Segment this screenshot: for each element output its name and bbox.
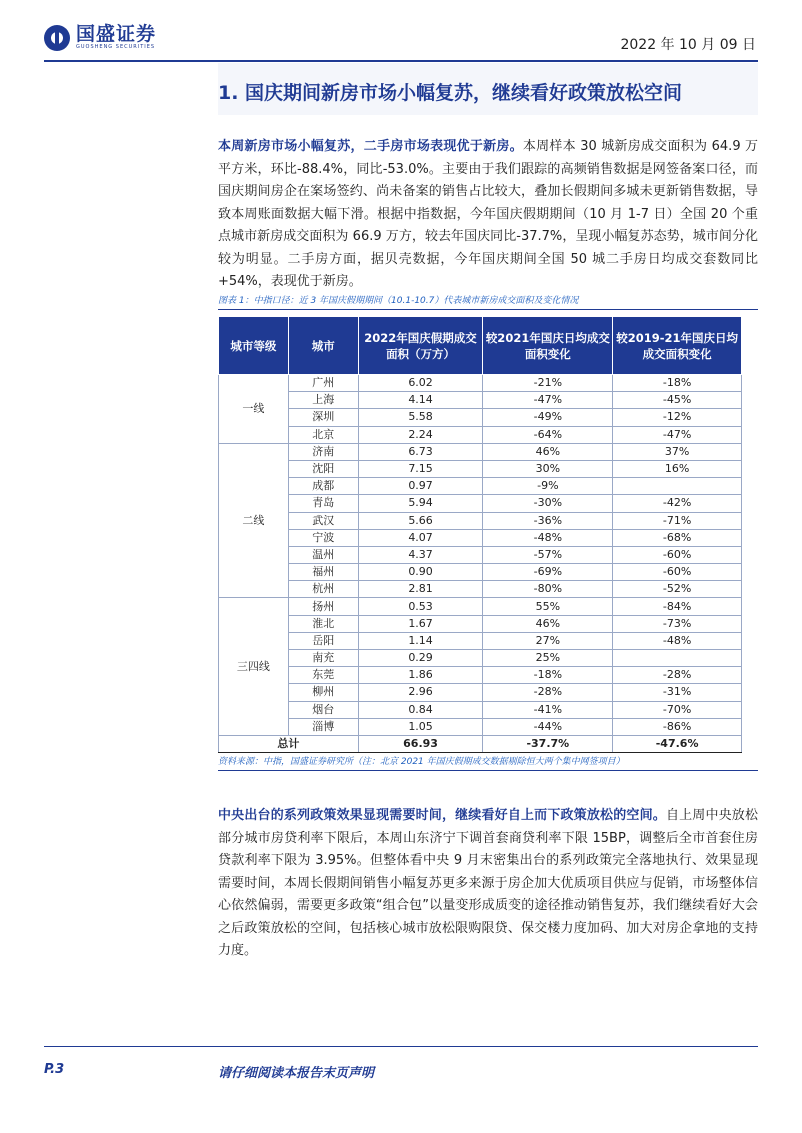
city-cell: 宁波	[288, 529, 358, 546]
table-row	[219, 495, 742, 512]
footer-disclaimer: 请仔细阅读本报告末页声明	[218, 1066, 375, 1081]
table-row	[219, 598, 742, 615]
header-change-2019-21: 较2019-21年国庆日均成交面积变化	[613, 317, 742, 375]
area-cell: 1.86	[358, 667, 483, 684]
table-row	[219, 581, 742, 598]
city-cell: 淄博	[288, 718, 358, 735]
area-cell: 5.94	[358, 495, 483, 512]
area-cell: 0.90	[358, 564, 483, 581]
change-2019-21-cell: -70%	[613, 701, 742, 718]
city-cell: 温州	[288, 546, 358, 563]
area-cell: 0.29	[358, 650, 483, 667]
table-row	[219, 564, 742, 581]
change-2021-cell: 55%	[483, 598, 613, 615]
table-row	[219, 529, 742, 546]
change-2019-21-cell: -42%	[613, 495, 742, 512]
change-2021-cell: -64%	[483, 426, 613, 443]
header-divider	[44, 60, 758, 62]
city-cell: 上海	[288, 392, 358, 409]
city-cell: 烟台	[288, 701, 358, 718]
change-2019-21-cell: -86%	[613, 718, 742, 735]
city-cell: 济南	[288, 443, 358, 460]
city-cell: 岳阳	[288, 632, 358, 649]
total-change-2021: -37.7%	[483, 735, 613, 752]
city-cell: 扬州	[288, 598, 358, 615]
change-2021-cell: -57%	[483, 546, 613, 563]
change-2019-21-cell: -60%	[613, 546, 742, 563]
table-row	[219, 632, 742, 649]
header-area-2022: 2022年国庆假期成交面积（万方）	[358, 317, 483, 375]
paragraph-body: 本周样本 30 城新房成交面积为 64.9 万平方米，环比-88.4%，同比-53.0%。主要由于我们跟踪的高频销售数据是网签备案口径，而国庆期间房企在案场签约、尚未备案的销售占比较大，叠加长假期间多城未更新销售数据，导致本周账面数据大幅下滑。根据中指数据，今年国庆假期期间（10 月 1-7 日）全国 20 个重点城市新房成交面积为 66.9 万方，较去年国庆同比-37.7%，呈现小幅复苏态势，城市间分化较为明显。二手房方面，据贝壳数据，今年国庆期间全国 50 城二手房日均成交套数同比+54%，表现优于新房。	[218, 139, 758, 289]
change-2021-cell: -44%	[483, 718, 613, 735]
page-number: P.3	[44, 1062, 65, 1077]
change-2021-cell: -47%	[483, 392, 613, 409]
paragraph-body: 自上周中央放松部分城市房贷利率下限后，本周山东济宁下调首套商贷利率下限 15BP，调整后全市首套住房贷款利率下限为 3.95%。但整体看中央 9 月末密集出台的系列政策完全落地执行、效果显现需要时间，本周长假期间销售小幅复苏更多来源于房企加大优质项目供应与促销，市场整体信心依然偏弱，需要更多政策“组合包”以量变形成质变的途径推动销售复苏，我们继续看好大会之后政策放松的空间，包括核心城市放松限购限贷、保交楼力度加码、加大对房企拿地的支持力度。	[218, 808, 758, 958]
section-title: 1. 国庆期间新房市场小幅复苏，继续看好政策放松空间	[218, 82, 683, 104]
change-2019-21-cell: -71%	[613, 512, 742, 529]
area-cell: 5.66	[358, 512, 483, 529]
change-2019-21-cell: -52%	[613, 581, 742, 598]
source-divider	[218, 770, 758, 771]
change-2019-21-cell: -68%	[613, 529, 742, 546]
header-tier: 城市等级	[219, 317, 289, 375]
area-cell: 6.73	[358, 443, 483, 460]
change-2021-cell: 25%	[483, 650, 613, 667]
change-2021-cell: -36%	[483, 512, 613, 529]
paragraph-policy	[218, 805, 758, 963]
total-area: 66.93	[358, 735, 483, 752]
area-cell: 4.37	[358, 546, 483, 563]
change-2021-cell: 46%	[483, 443, 613, 460]
change-2021-cell: -28%	[483, 684, 613, 701]
city-cell: 福州	[288, 564, 358, 581]
table-row	[219, 718, 742, 735]
city-cell: 杭州	[288, 581, 358, 598]
table-row	[219, 478, 742, 495]
change-2021-cell: -30%	[483, 495, 613, 512]
table-row	[219, 701, 742, 718]
tier-cell: 三四线	[219, 598, 289, 736]
city-cell: 淮北	[288, 615, 358, 632]
change-2019-21-cell: 37%	[613, 443, 742, 460]
change-2021-cell: -18%	[483, 667, 613, 684]
table-row	[219, 375, 742, 392]
paragraph-lead: 本周新房市场小幅复苏，二手房市场表现优于新房。	[218, 139, 523, 154]
change-2019-21-cell: 16%	[613, 460, 742, 477]
city-cell: 南充	[288, 650, 358, 667]
city-cell: 深圳	[288, 409, 358, 426]
change-2019-21-cell: -31%	[613, 684, 742, 701]
header-change-2021: 较2021年国庆日均成交面积变化	[483, 317, 613, 375]
area-cell: 2.96	[358, 684, 483, 701]
table-row	[219, 512, 742, 529]
footer-divider	[44, 1046, 758, 1047]
area-cell: 1.67	[358, 615, 483, 632]
change-2019-21-cell: -84%	[613, 598, 742, 615]
brand-name-cn: 国盛证券	[76, 23, 157, 45]
city-cell: 沈阳	[288, 460, 358, 477]
tier-cell: 二线	[219, 443, 289, 598]
change-2019-21-cell: -18%	[613, 375, 742, 392]
brand-logo	[44, 24, 156, 51]
table-row	[219, 460, 742, 477]
change-2021-cell: -48%	[483, 529, 613, 546]
table-row	[219, 615, 742, 632]
change-2021-cell: 30%	[483, 460, 613, 477]
paragraph-market-summary	[218, 136, 758, 294]
city-cell: 东莞	[288, 667, 358, 684]
total-change-2019-21: -47.6%	[613, 735, 742, 752]
logo-icon	[44, 25, 70, 51]
area-cell: 5.58	[358, 409, 483, 426]
area-cell: 4.14	[358, 392, 483, 409]
area-cell: 2.81	[358, 581, 483, 598]
change-2019-21-cell	[613, 478, 742, 495]
data-table	[218, 316, 742, 753]
area-cell: 0.97	[358, 478, 483, 495]
change-2021-cell: -21%	[483, 375, 613, 392]
change-2021-cell: -41%	[483, 701, 613, 718]
change-2019-21-cell: -73%	[613, 615, 742, 632]
area-cell: 6.02	[358, 375, 483, 392]
city-cell: 北京	[288, 426, 358, 443]
figure-caption: 图表 1：中指口径：近 3 年国庆假期期间（10.1-10.7）代表城市新房成交面积及变化情况	[218, 296, 579, 306]
change-2019-21-cell	[613, 650, 742, 667]
table-row	[219, 443, 742, 460]
table-row	[219, 684, 742, 701]
change-2019-21-cell: -47%	[613, 426, 742, 443]
change-2019-21-cell: -60%	[613, 564, 742, 581]
area-cell: 7.15	[358, 460, 483, 477]
change-2019-21-cell: -45%	[613, 392, 742, 409]
table-row	[219, 426, 742, 443]
city-cell: 武汉	[288, 512, 358, 529]
city-cell: 广州	[288, 375, 358, 392]
change-2019-21-cell: -28%	[613, 667, 742, 684]
change-2021-cell: 27%	[483, 632, 613, 649]
header-city: 城市	[288, 317, 358, 375]
change-2021-cell: -9%	[483, 478, 613, 495]
paragraph-lead: 中央出台的系列政策效果显现需要时间，继续看好自上而下政策放松的空间。	[218, 808, 666, 823]
table-row	[219, 392, 742, 409]
table-row	[219, 409, 742, 426]
area-cell: 1.14	[358, 632, 483, 649]
change-2021-cell: -49%	[483, 409, 613, 426]
change-2021-cell: -69%	[483, 564, 613, 581]
city-cell: 柳州	[288, 684, 358, 701]
change-2021-cell: 46%	[483, 615, 613, 632]
area-cell: 2.24	[358, 426, 483, 443]
area-cell: 1.05	[358, 718, 483, 735]
city-cell: 成都	[288, 478, 358, 495]
area-cell: 0.53	[358, 598, 483, 615]
change-2019-21-cell: -12%	[613, 409, 742, 426]
figure-divider	[218, 309, 758, 310]
report-date: 2022 年 10 月 09 日	[620, 37, 756, 53]
city-cell: 青岛	[288, 495, 358, 512]
table-body	[219, 375, 742, 753]
area-cell: 0.84	[358, 701, 483, 718]
area-cell: 4.07	[358, 529, 483, 546]
table-header-row	[219, 317, 742, 375]
total-label: 总计	[219, 735, 359, 752]
figure-source: 资料来源：中指，国盛证券研究所（注：北京 2021 年国庆假期成交数据剔除恒大两个集中网签项目）	[218, 757, 625, 767]
total-row	[219, 735, 742, 752]
brand-name-en: GUOSHENG SECURITIES	[76, 44, 156, 50]
table-row	[219, 546, 742, 563]
table-row	[219, 667, 742, 684]
change-2019-21-cell: -48%	[613, 632, 742, 649]
change-2021-cell: -80%	[483, 581, 613, 598]
table-row	[219, 650, 742, 667]
tier-cell: 一线	[219, 375, 289, 444]
